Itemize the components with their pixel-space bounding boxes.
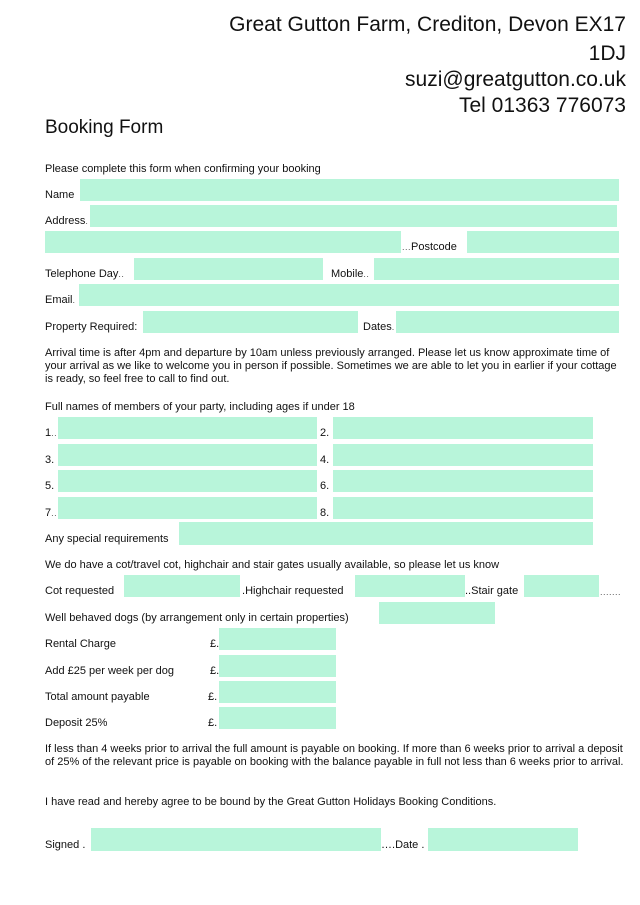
signed-label: Signed .	[45, 839, 86, 851]
postcode-field[interactable]	[467, 231, 619, 253]
stair-gate-dots: .......	[600, 587, 622, 597]
farm-address-line2: 1DJ	[588, 42, 626, 65]
party-heading: Full names of members of your party, including ages if under 18	[45, 401, 355, 413]
dates-label: Dates.	[363, 321, 395, 333]
highchair-label: .Highchair requested	[242, 585, 344, 597]
dog-fee-field[interactable]	[219, 655, 336, 677]
dog-fee-label: Add £25 per week per dog	[45, 665, 175, 677]
dogs-field[interactable]	[379, 602, 495, 624]
deposit-field[interactable]	[219, 707, 336, 729]
party-number-7: 7..	[45, 507, 58, 519]
party-member-7-field[interactable]	[58, 497, 317, 519]
party-number-2: 2.	[320, 427, 330, 439]
party-number-5: 5.	[45, 480, 55, 492]
party-member-5-field[interactable]	[58, 470, 317, 492]
address-field[interactable]	[90, 205, 617, 227]
party-number-4: 4.	[320, 454, 330, 466]
cot-field[interactable]	[124, 575, 240, 597]
highchair-field[interactable]	[355, 575, 465, 597]
stair-gate-label: ..Stair gate	[465, 585, 519, 597]
equipment-notice: We do have a cot/travel cot, highchair and stair gates usually available, so please let us know	[45, 559, 500, 571]
signature-field[interactable]	[91, 828, 381, 851]
total-payable-field[interactable]	[219, 681, 336, 703]
email-field[interactable]	[79, 284, 619, 306]
party-member-3-field[interactable]	[58, 444, 317, 466]
total-currency: £.	[208, 691, 218, 703]
party-member-4-field[interactable]	[333, 444, 593, 466]
deposit-label: Deposit 25%	[45, 717, 108, 729]
name-field[interactable]	[80, 179, 619, 201]
page-title: Booking Form	[45, 117, 164, 138]
party-member-2-field[interactable]	[333, 417, 593, 439]
party-member-1-field[interactable]	[58, 417, 317, 439]
postcode-label: ...Postcode	[402, 241, 457, 253]
payment-notice: If less than 4 weeks prior to arrival the full amount is payable on booking. If more than 6 weeks prior to arrival a deposit of 25% of the relevant price is payable on booking with the balance payable in full not less than 6 weeks prior to arrival.	[45, 743, 624, 768]
total-payable-label: Total amount payable	[45, 691, 150, 703]
special-requirements-field[interactable]	[179, 522, 593, 545]
party-number-1: 1..	[45, 427, 58, 439]
intro-text: Please complete this form when confirming your booking	[45, 163, 321, 175]
date-label: ….Date .	[381, 839, 425, 851]
property-required-label: Property Required:	[45, 321, 138, 333]
party-member-6-field[interactable]	[333, 470, 593, 492]
rental-charge-label: Rental Charge	[45, 638, 116, 650]
agreement-text: I have read and hereby agree to be bound by the Great Gutton Holidays Booking Conditions.	[45, 796, 497, 808]
party-number-6: 6.	[320, 480, 330, 492]
stair-gate-field[interactable]	[524, 575, 599, 597]
address-line2-field[interactable]	[45, 231, 401, 253]
party-number-8: 8.	[320, 507, 330, 519]
party-number-3: 3.	[45, 454, 55, 466]
date-field[interactable]	[428, 828, 578, 851]
cot-label: Cot requested	[45, 585, 115, 597]
farm-address-line1: Great Gutton Farm, Crediton, Devon EX17	[229, 13, 626, 36]
rental-charge-field[interactable]	[219, 628, 336, 650]
mobile-label: Mobile..	[331, 268, 370, 280]
telephone-day-label: Telephone Day..	[45, 268, 125, 280]
party-member-8-field[interactable]	[333, 497, 593, 519]
deposit-currency: £.	[208, 717, 218, 729]
dog-fee-currency: £.	[210, 665, 220, 677]
property-required-field[interactable]	[143, 311, 358, 333]
farm-telephone: Tel 01363 776073	[459, 94, 626, 117]
special-requirements-label: Any special requirements	[45, 533, 169, 545]
farm-email: suzi@greatgutton.co.uk	[405, 68, 626, 91]
dogs-label: Well behaved dogs (by arrangement only in certain properties)	[45, 612, 349, 624]
email-label: Email.	[45, 294, 76, 306]
arrival-notice: Arrival time is after 4pm and departure by 10am unless previously arranged. Please let us know approximate time of your arrival as we like to welcome you in person if possible. Sometimes we are able to let you in earlier if your cottage is ready, so feel free to call to find out.	[45, 347, 617, 385]
name-label: Name	[45, 189, 75, 201]
address-label: Address.	[45, 215, 89, 227]
mobile-field[interactable]	[374, 258, 619, 280]
dates-field[interactable]	[396, 311, 619, 333]
telephone-day-field[interactable]	[134, 258, 323, 280]
rental-currency: £.	[210, 638, 220, 650]
